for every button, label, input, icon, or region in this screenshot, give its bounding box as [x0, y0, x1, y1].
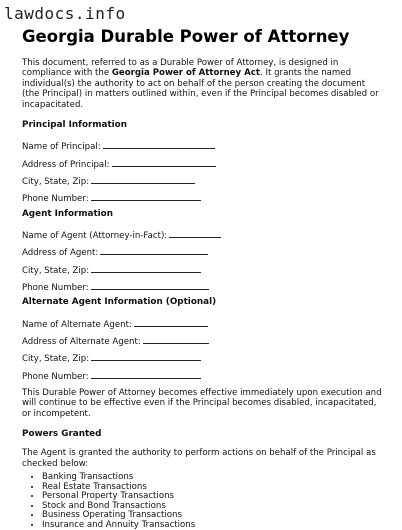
list-item: • Insurance and Annuity Transactions — [42, 521, 382, 530]
principal-name-field[interactable]: Name of Principal: — [22, 139, 382, 156]
powers-text: The Agent is granted the authority to perform actions on behalf of the Principal as checked below: — [22, 448, 376, 469]
alternate-heading: Alternate Agent Information (Optional) — [22, 297, 217, 308]
principal-phone-field[interactable]: Phone Number: — [22, 191, 382, 208]
agent-name-field[interactable]: Name of Agent (Attorney-in-Fact): — [22, 228, 382, 245]
principal-heading: Principal Information — [22, 120, 127, 131]
agent-heading: Agent Information — [22, 208, 113, 219]
alternate-city-field[interactable]: City, State, Zip: — [22, 351, 382, 368]
act-name: Georgia Power of Attorney Act — [111, 68, 260, 79]
alternate-name-field[interactable]: Name of Alternate Agent: — [22, 317, 382, 334]
agent-address-field[interactable]: Address of Agent: — [22, 245, 382, 262]
principal-address-field[interactable]: Address of Principal: — [22, 157, 382, 174]
list-item: • Personal Property Transactions — [42, 492, 382, 502]
list-item: • Stock and Bond Transactions — [42, 502, 382, 512]
list-item: • Business Operating Transactions — [42, 511, 382, 521]
intro-paragraph: This document, referred to as a Durable Power of Attorney, is designed in compliance with the Georgia Power of Attorney Act. It grants the named individual(s) the authority to act on behalf of the person creating the document (the Principal) in matters outlined within, even if the Principal becomes disabled or incapacitated. — [22, 58, 379, 110]
agent-phone-field[interactable]: Phone Number: — [22, 280, 382, 297]
durability-paragraph: This Durable Power of Attorney becomes effective immediately upon execution and will continue to be effective even if the Principal becomes disabled, incapacitated, or incompetent. — [22, 387, 382, 419]
alternate-phone-field[interactable]: Phone Number: — [22, 369, 382, 386]
powers-list — [22, 473, 382, 530]
watermark-logo: lawdocs.info — [4, 4, 126, 23]
list-item: • Banking Transactions — [42, 473, 382, 483]
powers-heading: Powers Granted — [22, 429, 102, 440]
document-title: Georgia Durable Power of Attorney — [22, 27, 350, 46]
document-body — [22, 58, 382, 530]
list-item: • Real Estate Transactions — [42, 483, 382, 493]
alternate-address-field[interactable]: Address of Alternate Agent: — [22, 334, 382, 351]
principal-city-field[interactable]: City, State, Zip: — [22, 174, 382, 191]
agent-city-field[interactable]: City, State, Zip: — [22, 263, 382, 280]
